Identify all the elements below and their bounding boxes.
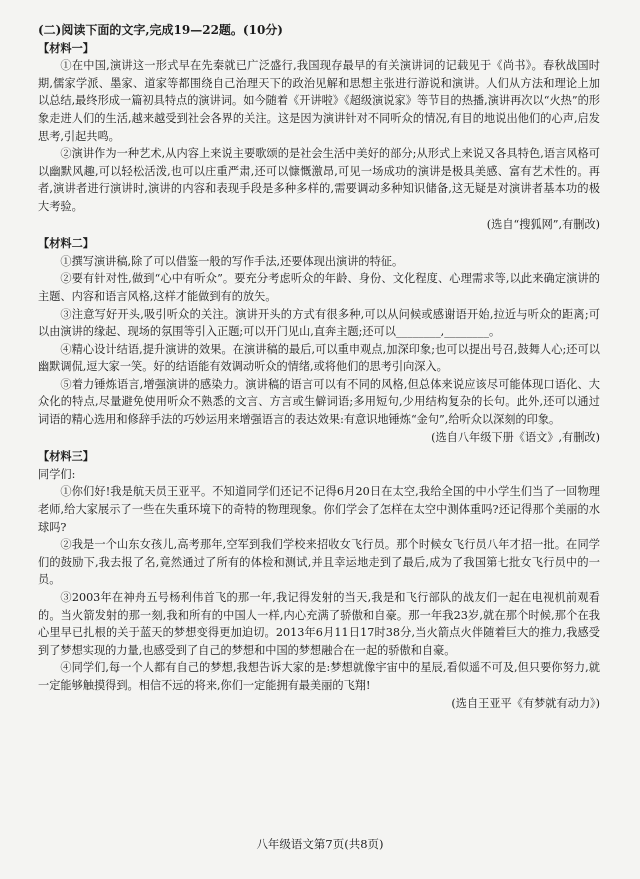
material2-paragraph-3: ③注意写好开头,吸引听众的关注。演讲开头的方式有很多种,可以从问候或感谢语开始,拉近与听众的距离;可以由演讲的缘起、现场的氛围等引入正题;可以开门见山,直奔主题;还可以________,________。 xyxy=(38,307,600,339)
material3-paragraph-3: ③2003年在神舟五号杨利伟首飞的那一年,我记得发射的当天,我是和飞行部队的战友们一起在电视机前观看的。当火箭发射的那一刻,我和所有的中国人一样,内心充满了骄傲和自豪。那一年我23岁,就在那个时候,那个在我心里早已扎根的关于蓝天的梦想变得更加迫切。2013年6月11日17时38分,当火箭点火伴随着巨大的推力,我感受到了梦想实现的力量,也感受到了自己的梦想和中国的梦想融合在一起的骄傲和自豪。 xyxy=(38,591,600,657)
material3-label: 【材料三】 xyxy=(38,449,94,464)
material2-label: 【材料二】 xyxy=(38,236,94,251)
section-title: (二)阅读下面的文字,完成19—22题。(10分) xyxy=(38,23,283,37)
material1-source: (选自“搜狐网”,有删改) xyxy=(486,217,600,231)
material1-paragraph-2: ②演讲作为一种艺术,从内容上来说主要歌颂的是社会生活中美好的部分;从形式上来说又各具特色,语言风格可以幽默风趣,可以轻松活泼,也可以庄重严肃,还可以慷慨激昂,可见一场成功的演讲是极具美感、富有艺术性的。再者,演讲者进行演讲时,演讲的内容和表现手段是多种多样的,需要调动多种知识储备,这无疑是对演讲者基本功的极大考验。 xyxy=(38,147,600,213)
material3-paragraph-2: ②我是一个山东女孩儿,高考那年,空军到我们学校来招收女飞行员。那个时候女飞行员八年才招一批。在同学们的鼓励下,我去报了名,竟然通过了所有的体检和测试,并且幸运地走到了最后,成为了我国第七批女飞行员中的一员。 xyxy=(38,538,600,587)
material2-source: (选自八年级下册《语文》,有删改) xyxy=(431,430,600,444)
material3-greeting: 同学们: xyxy=(38,467,76,481)
material2-paragraph-1: ①撰写演讲稿,除了可以借鉴一般的写作手法,还要体现出演讲的特征。 xyxy=(60,254,404,268)
material1-label: 【材料一】 xyxy=(38,40,94,55)
material2-paragraph-4: ④精心设计结语,提升演讲的效果。在演讲稿的最后,可以重申观点,加深印象;也可以提出号召,鼓舞人心;还可以幽默调侃,逗大家一笑。好的结语能有效调动听众的情绪,或将他们的思考引向深入。 xyxy=(38,342,600,374)
material3-source: (选自王亚平《有梦就有动力》) xyxy=(451,696,600,710)
material1-paragraph-1: ①在中国,演讲这一形式早在先秦就已广泛盛行,我国现存最早的有关演讲词的记载见于《尚书》。春秋战国时期,儒家学派、墨家、道家等都围绕自己治理天下的政治见解和思想主张进行游说和演讲。人们从方法和理论上加以总结,最终形成一篇初具特点的演讲词。如今随着《开讲啦》《超级演说家》等节目的热播,演讲再次以“火热”的形象走进人们的生活,越来越受到社会各界的关注。这是因为演讲针对不同听众的情况,有目的地说出他们的心声,启发思考,引起共鸣。 xyxy=(38,59,600,143)
material3-paragraph-4: ④同学们,每一个人都有自己的梦想,我想告诉大家的是:梦想就像宇宙中的星辰,看似遥不可及,但只要你努力,就一定能够触摸得到。相信不远的将来,你们一定能拥有最美丽的飞翔! xyxy=(38,661,600,692)
material3-paragraph-1: ①你们好!我是航天员王亚平。不知道同学们还记不记得6月20日在太空,我给全国的中小学生们当了一回物理老师,给大家展示了一些在失重环境下的奇特的物理现象。你们学会了怎样在太空中测体重吗?还记得那个美丽的水球吗? xyxy=(38,485,600,534)
material2-paragraph-5: ⑤着力锤炼语言,增强演讲的感染力。演讲稿的语言可以有不同的风格,但总体来说应该尽可能体现口语化、大众化的特点,尽量避免使用听众不熟悉的文言、方言或生僻词语;多用短句,少用结构复杂的长句。此外,还可以通过词语的精心选用和修辞手法的巧妙运用来增强语言的表达效果:有意识地锤炼“金句”,给听众以深刻的印象。 xyxy=(38,377,600,427)
material2-paragraph-2: ②要有针对性,做到“心中有听众”。要充分考虑听众的年龄、身份、文化程度、心理需求等,以此来确定演讲的主题、内容和语言风格,这样才能做到有的放矢。 xyxy=(38,272,600,303)
page-footer: 八年级语文第7页(共8页) xyxy=(256,837,384,851)
